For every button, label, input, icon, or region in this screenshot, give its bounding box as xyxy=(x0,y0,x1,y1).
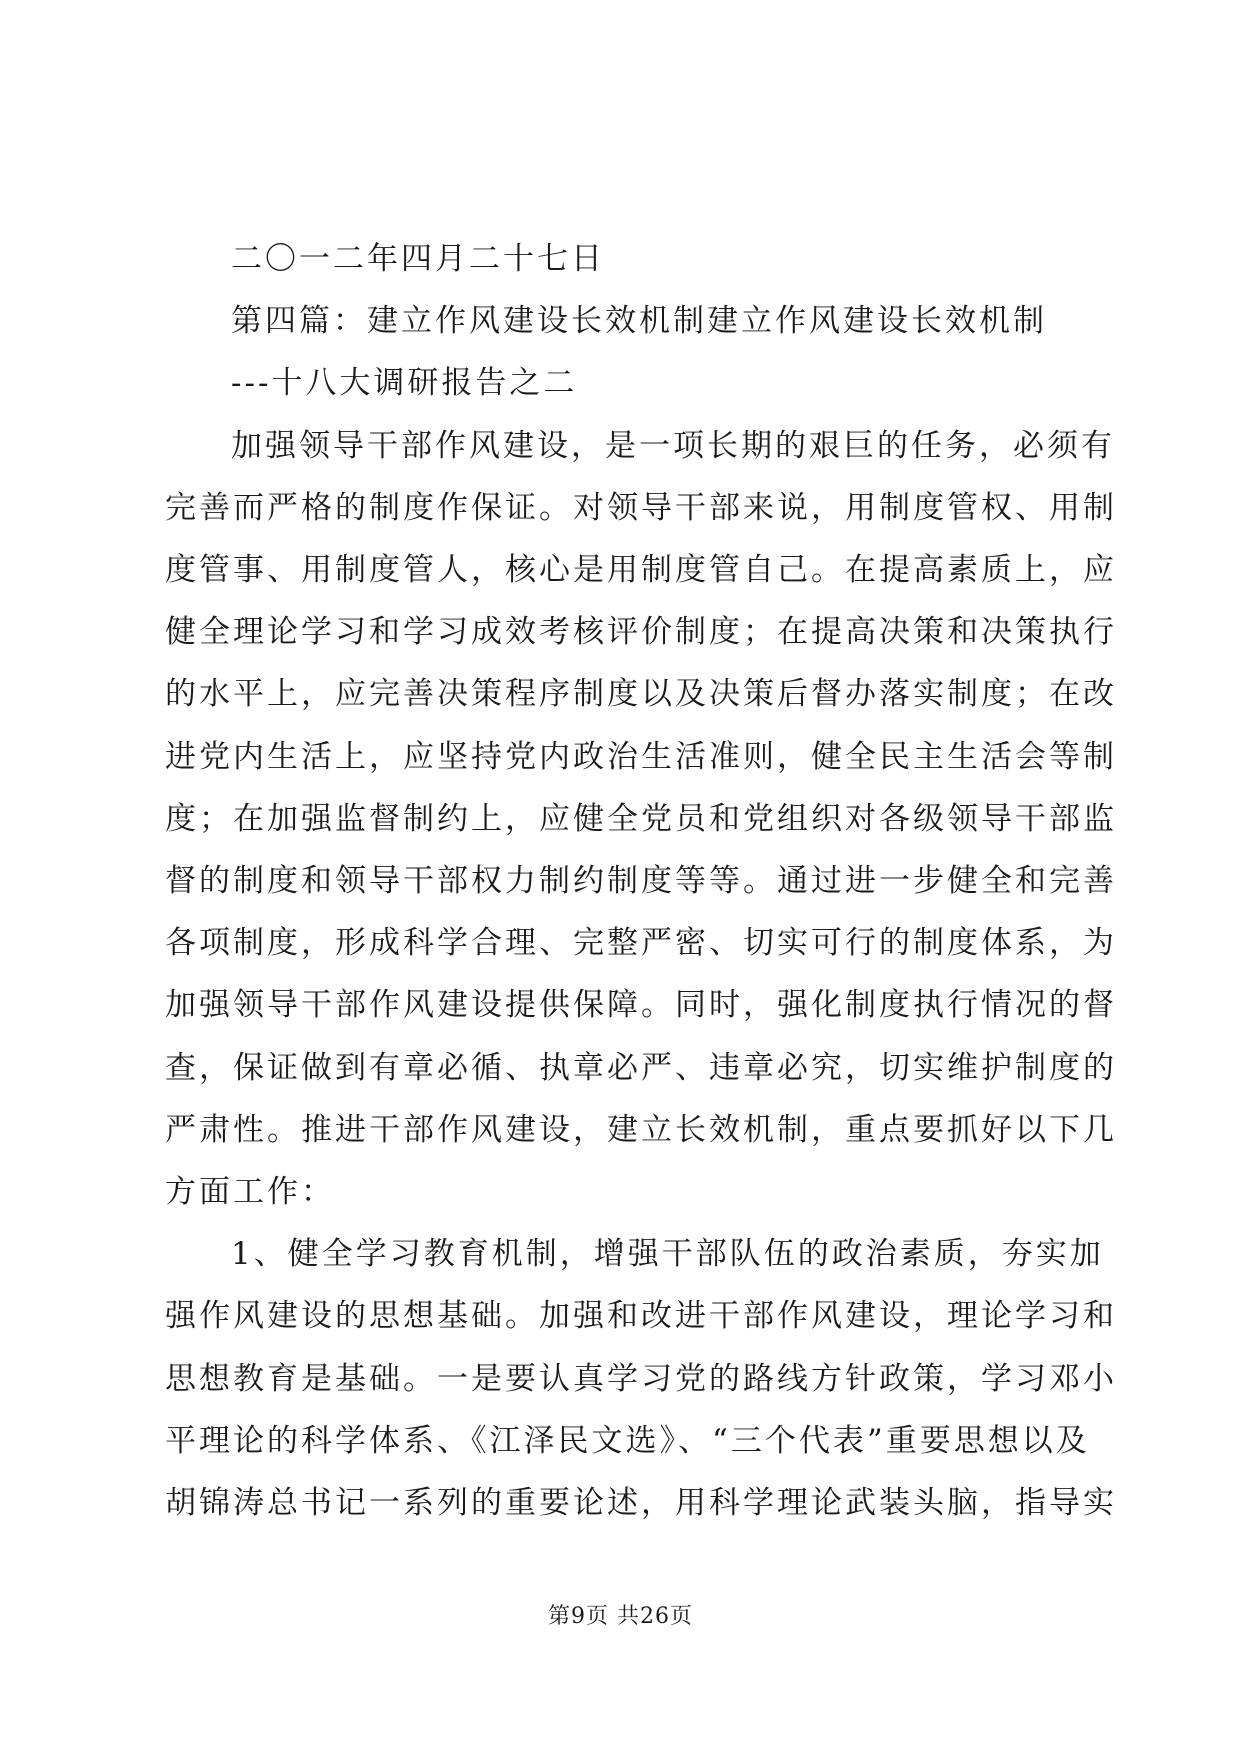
paragraph-line: 进党内生活上，应坚持党内政治生活准则，健全民主生活会等制 xyxy=(165,739,1117,775)
paragraph-line: 查，保证做到有章必循、执章必严、违章必究，切实维护制度的 xyxy=(165,1050,1117,1086)
date-line: 二〇一二年四月二十七日 xyxy=(231,241,605,277)
paragraph-line: 平理论的科学体系、《江泽民文选》、“三个代表”重要思想以及 xyxy=(165,1423,1090,1459)
paragraph-line: 各项制度，形成科学合理、完整严密、切实可行的制度体系，为 xyxy=(165,925,1117,961)
page-footer: 第9页 共26页 xyxy=(548,1604,693,1629)
paragraph-line: 加强领导干部作风建设提供保障。同时，强化制度执行情况的督 xyxy=(165,987,1117,1023)
paragraph-line: 方面工作： xyxy=(165,1174,335,1210)
paragraph-line: 胡锦涛总书记一系列的重要论述，用科学理论武装头脑，指导实 xyxy=(165,1485,1117,1521)
paragraph-line: 强作风建设的思想基础。加强和改进干部作风建设，理论学习和 xyxy=(165,1298,1117,1334)
paragraph-line: 严肃性。推进干部作风建设，建立长效机制，重点要抓好以下几 xyxy=(165,1112,1117,1148)
paragraph-line: 1、健全学习教育机制，增强干部队伍的政治素质，夯实加 xyxy=(231,1236,1104,1272)
paragraph-line: 度管事、用制度管人，核心是用制度管自己。在提高素质上，应 xyxy=(165,552,1117,588)
section-subtitle: ---十八大调研报告之二 xyxy=(231,365,578,401)
section-title: 第四篇：建立作风建设长效机制建立作风建设长效机制 xyxy=(231,303,1047,339)
paragraph-line: 督的制度和领导干部权力制约制度等等。通过进一步健全和完善 xyxy=(165,863,1117,899)
paragraph-line: 度；在加强监督制约上，应健全党员和党组织对各级领导干部监 xyxy=(165,801,1117,837)
paragraph-line: 加强领导干部作风建设，是一项长期的艰巨的任务，必须有 xyxy=(231,428,1115,464)
paragraph-line: 完善而严格的制度作保证。对领导干部来说，用制度管权、用制 xyxy=(165,490,1117,526)
paragraph-line: 思想教育是基础。一是要认真学习党的路线方针政策，学习邓小 xyxy=(165,1361,1117,1397)
paragraph-line: 的水平上，应完善决策程序制度以及决策后督办落实制度；在改 xyxy=(165,676,1117,712)
paragraph-line: 健全理论学习和学习成效考核评价制度；在提高决策和决策执行 xyxy=(165,614,1117,650)
